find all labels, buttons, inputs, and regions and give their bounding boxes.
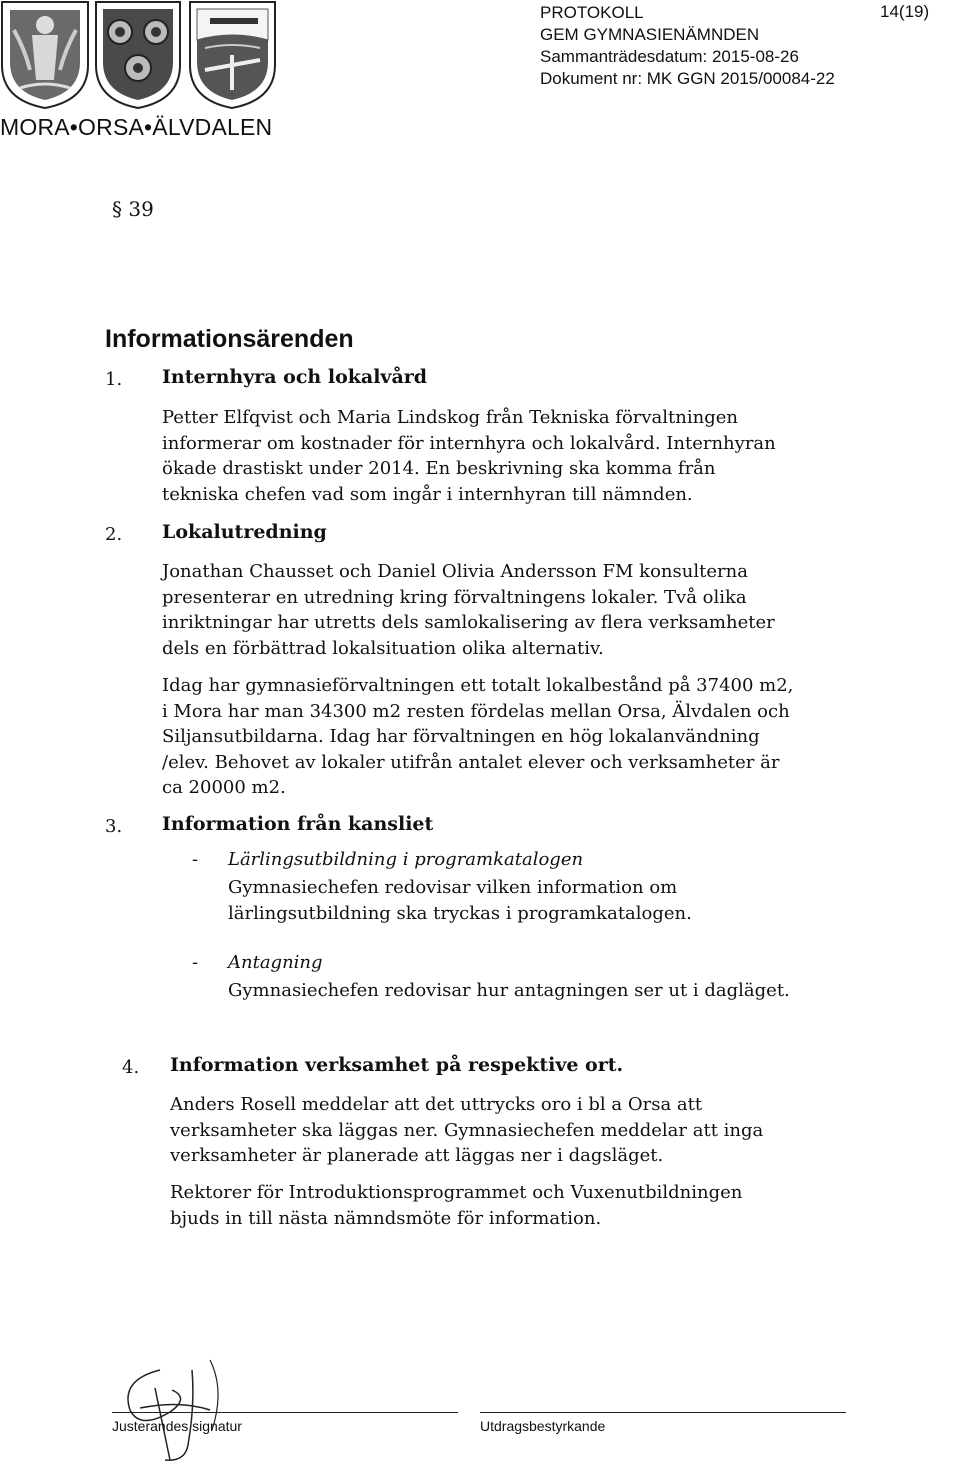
item-number: 1.	[105, 369, 123, 390]
committee-name: GEM GYMNASIENÄMNDEN	[540, 25, 760, 44]
orsa-shield-icon	[96, 2, 180, 108]
utdragsbestyrkande-label: Utdragsbestyrkande	[480, 1418, 606, 1434]
text-line: i Mora har man 34300 m2 resten fördelas mellan Orsa, Älvdalen och	[162, 700, 790, 722]
municipality-name: MORA•ORSA•ÄLVDALEN	[0, 114, 273, 140]
text-line: Gymnasiechefen redovisar hur antagningen ser ut i dagläget.	[228, 980, 790, 1001]
subitem-title: Antagning	[228, 952, 323, 973]
text-line: ca 20000 m2.	[162, 777, 286, 798]
item-body	[162, 673, 802, 801]
text-line: presenterar en utredning kring förvaltningens lokaler. Två olika	[162, 586, 747, 608]
justerandes-signatur-label: Justerandes signatur	[112, 1418, 242, 1434]
text-line: dels en förbättrad lokalsituation olika alternativ.	[162, 637, 604, 659]
list-dash: -	[192, 952, 199, 973]
text-line: Anders Rosell meddelar att det uttrycks oro i bl a Orsa att	[170, 1094, 703, 1115]
item-number: 3.	[105, 816, 123, 837]
doc-type: PROTOKOLL	[540, 3, 644, 22]
meeting-date: Sammanträdesdatum: 2015-08-26	[540, 47, 799, 66]
item-number: 4.	[122, 1057, 140, 1078]
signature-line-left	[112, 1412, 458, 1413]
list-dash: -	[192, 849, 199, 870]
page-number: 14(19)	[880, 2, 930, 21]
item-body	[162, 559, 802, 661]
text-line: lärlingsutbildning ska tryckas i programkatalogen.	[228, 902, 692, 924]
subitem-body	[228, 875, 828, 926]
municipality-coats-of-arms	[0, 0, 300, 110]
item-body	[170, 1180, 810, 1231]
text-line: inriktningar har utretts dels samlokalisering av flera verksamheter	[162, 612, 775, 633]
text-line: ökade drastiskt under 2014. En beskrivning ska komma från	[162, 458, 716, 479]
text-line: bjuds in till nästa nämndsmöte för information.	[170, 1207, 602, 1229]
text-line: tekniska chefen vad som ingår i internhyran till nämnden.	[162, 483, 693, 505]
item-title: Information från kansliet	[162, 813, 434, 835]
text-line: Gymnasiechefen redovisar vilken information om	[228, 877, 678, 898]
text-line: Rektorer för Introduktionsprogrammet och Vuxenutbildningen	[170, 1182, 743, 1203]
subitem-title: Lärlingsutbildning i programkatalogen	[228, 849, 584, 870]
handwritten-signature-icon	[100, 1350, 260, 1470]
text-line: Petter Elfqvist och Maria Lindskog från Tekniska förvaltningen	[162, 407, 738, 428]
paragraph-number: § 39	[112, 197, 154, 221]
text-line: verksamheter är planerade att läggas ner i dagsläget.	[170, 1145, 664, 1166]
coat-of-arms-icons	[0, 0, 300, 110]
document-number: Dokument nr: MK GGN 2015/00084-22	[540, 69, 835, 88]
mora-shield-icon	[2, 2, 88, 108]
signature-line-right	[480, 1412, 846, 1413]
item-title: Information verksamhet på respektive ort.	[170, 1054, 624, 1076]
text-line: verksamheter ska läggas ner. Gymnasiechefen meddelar att inga	[170, 1119, 764, 1141]
alvdalen-shield-icon	[190, 2, 275, 108]
item-body	[162, 405, 802, 507]
document-header	[540, 2, 835, 90]
item-title: Lokalutredning	[162, 521, 327, 543]
section-heading: Informationsärenden	[105, 325, 354, 353]
subitem-body	[228, 978, 828, 1004]
text-line: Jonathan Chausset och Daniel Olivia Andersson FM konsulterna	[162, 561, 748, 582]
text-line: informerar om kostnader för internhyra och lokalvård. Internhyran	[162, 432, 776, 454]
text-line: Idag har gymnasieförvaltningen ett totalt lokalbestånd på 37400 m2,	[162, 675, 794, 696]
text-line: /elev. Behovet av lokaler utifrån antalet elever och verksamheter är	[162, 751, 780, 773]
item-body	[170, 1092, 810, 1169]
item-title: Internhyra och lokalvård	[162, 366, 428, 388]
text-line: Siljansutbildarna. Idag har förvaltningen en hög lokalanvändning	[162, 726, 760, 747]
item-number: 2.	[105, 524, 123, 545]
